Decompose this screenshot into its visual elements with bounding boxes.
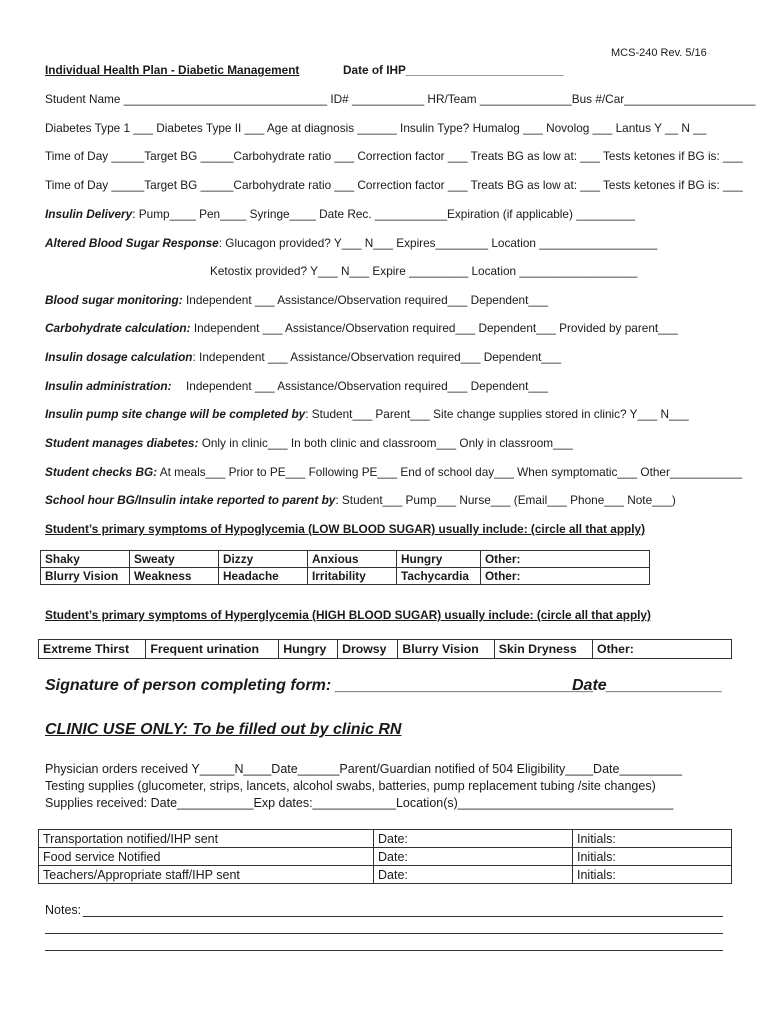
- altered-bs-label: Altered Blood Sugar Response: [45, 236, 219, 250]
- form-title: Individual Health Plan - Diabetic Management: [45, 63, 300, 77]
- clinic-item-label: Transportation notified/IHP sent: [39, 830, 374, 848]
- student-line[interactable]: Student Name _______________________________ ID# ___________ HR/Team ______________Bus #/Car____________________: [45, 92, 756, 106]
- notes-label: Notes:: [45, 903, 82, 917]
- hyperglycemia-heading: Student’s primary symptoms of Hyperglycemia (HIGH BLOOD SUGAR) usually include: (circle all that apply): [45, 608, 651, 622]
- diabetes-type-line[interactable]: Diabetes Type 1 ___ Diabetes Type II ___ Age at diagnosis ______ Insulin Type? Humalog ___ Novolog ___ Lantus Y __ N __: [45, 121, 707, 135]
- clinic-initials-cell[interactable]: Initials:: [573, 866, 732, 884]
- manages-options[interactable]: Only in clinic___ In both clinic and classroom___ Only in classroom___: [201, 436, 573, 450]
- time-of-day-line-2[interactable]: Time of Day _____Target BG _____Carbohydrate ratio ___ Correction factor ___ Treats BG as low at: ___ Tests ketones if BG is: ___: [45, 178, 743, 192]
- notes-line-1[interactable]: [83, 916, 723, 917]
- pump-site-options[interactable]: : Student___ Parent___ Site change supplies stored in clinic? Y___ N___: [305, 407, 689, 421]
- symptom-cell[interactable]: Other:: [593, 640, 732, 659]
- form-id: MCS-240 Rev. 5/16: [611, 47, 707, 59]
- bs-monitoring-label: Blood sugar monitoring:: [45, 293, 183, 307]
- manages-label: Student manages diabetes:: [45, 436, 199, 450]
- dosage-calc-label: Insulin dosage calculation: [45, 350, 193, 364]
- manages-line[interactable]: [45, 436, 573, 450]
- symptom-cell[interactable]: Blurry Vision: [398, 640, 494, 659]
- bs-monitoring-line[interactable]: [45, 293, 549, 307]
- altered-bs-line[interactable]: [45, 236, 657, 250]
- symptom-cell[interactable]: Hungry: [397, 551, 481, 568]
- insulin-delivery-line[interactable]: [45, 207, 635, 221]
- clinic-initials-cell[interactable]: Initials:: [573, 848, 732, 866]
- hypoglycemia-heading: Student’s primary symptoms of Hypoglycemia (LOW BLOOD SUGAR) usually include: (circle all that apply): [45, 522, 645, 536]
- symptom-cell[interactable]: Tachycardia: [397, 568, 481, 585]
- table-row: [39, 866, 732, 884]
- symptom-cell[interactable]: Headache: [219, 568, 308, 585]
- altered-bs-options[interactable]: : Glucagon provided? Y___ N___ Expires________ Location __________________: [218, 236, 658, 250]
- reported-options[interactable]: : Student___ Pump___ Nurse___ (Email___ Phone___ Note___): [335, 493, 676, 507]
- symptom-cell[interactable]: Skin Dryness: [494, 640, 592, 659]
- signature-field[interactable]: Signature of person completing form: _____________________________: [45, 677, 594, 694]
- clinic-initials-cell[interactable]: Initials:: [573, 830, 732, 848]
- symptom-cell[interactable]: Irritability: [308, 568, 397, 585]
- notes-line-2[interactable]: [45, 933, 723, 934]
- hyperglycemia-table: [38, 639, 732, 659]
- hypoglycemia-table: [40, 550, 650, 585]
- checks-bg-label: Student checks BG:: [45, 465, 158, 479]
- clinic-notification-table: [38, 829, 732, 884]
- reported-label: School hour BG/Insulin intake reported to parent by: [45, 493, 336, 507]
- symptom-cell[interactable]: Extreme Thirst: [39, 640, 146, 659]
- table-row: [41, 568, 650, 585]
- symptom-cell[interactable]: Shaky: [41, 551, 130, 568]
- symptom-cell[interactable]: Other:: [481, 551, 650, 568]
- testing-supplies-line: Testing supplies (glucometer, strips, lancets, alcohol swabs, batteries, pump replacement tubing /site changes): [45, 779, 656, 793]
- symptom-cell[interactable]: Anxious: [308, 551, 397, 568]
- table-row: [39, 640, 732, 659]
- notes-line-3[interactable]: [45, 950, 723, 951]
- symptom-cell[interactable]: Dizzy: [219, 551, 308, 568]
- symptom-cell[interactable]: Drowsy: [338, 640, 398, 659]
- clinic-heading: CLINIC USE ONLY: To be filled out by clinic RN: [45, 721, 402, 738]
- symptom-cell[interactable]: Blurry Vision: [41, 568, 130, 585]
- time-of-day-line-1[interactable]: Time of Day _____Target BG _____Carbohydrate ratio ___ Correction factor ___ Treats BG as low at: ___ Tests ketones if BG is: ___: [45, 149, 743, 163]
- clinic-date-cell[interactable]: Date:: [374, 848, 573, 866]
- table-row: [41, 551, 650, 568]
- pump-site-label: Insulin pump site change will be completed by: [45, 407, 306, 421]
- ketostix-line[interactable]: Ketostix provided? Y___ N___ Expire _________ Location __________________: [210, 264, 638, 278]
- carb-calc-options[interactable]: Independent ___ Assistance/Observation required___ Dependent___ Provided by parent___: [193, 321, 678, 335]
- insulin-admin-options[interactable]: Independent ___ Assistance/Observation required___ Dependent___: [186, 379, 549, 393]
- insulin-admin-label: Insulin administration:: [45, 379, 172, 393]
- insulin-delivery-options[interactable]: : Pump____ Pen____ Syringe____ Date Rec. ___________Expiration (if applicable) _________: [132, 207, 636, 221]
- carb-calc-label: Carbohydrate calculation:: [45, 321, 191, 335]
- symptom-cell[interactable]: Sweaty: [130, 551, 219, 568]
- dosage-calc-options[interactable]: : Independent ___ Assistance/Observation required___ Dependent___: [192, 350, 562, 364]
- symptom-cell[interactable]: Frequent urination: [146, 640, 279, 659]
- insulin-admin-line[interactable]: [45, 379, 549, 393]
- table-row: [39, 848, 732, 866]
- supplies-received-line[interactable]: Supplies received: Date___________Exp dates:____________Location(s)_______________________________: [45, 796, 674, 810]
- pump-site-line[interactable]: [45, 407, 689, 421]
- date-of-ihp-field[interactable]: Date of IHP________________________: [343, 63, 564, 77]
- clinic-date-cell[interactable]: Date:: [374, 830, 573, 848]
- clinic-item-label: Teachers/Appropriate staff/IHP sent: [39, 866, 374, 884]
- symptom-cell[interactable]: Other:: [481, 568, 650, 585]
- insulin-delivery-label: Insulin Delivery: [45, 207, 133, 221]
- bs-monitoring-options[interactable]: Independent ___ Assistance/Observation required___ Dependent___: [186, 293, 549, 307]
- signature-date-field[interactable]: Date_____________: [572, 677, 723, 694]
- symptom-cell[interactable]: Weakness: [130, 568, 219, 585]
- table-row: [39, 830, 732, 848]
- checks-bg-line[interactable]: [45, 465, 742, 479]
- symptom-cell[interactable]: Hungry: [279, 640, 338, 659]
- clinic-date-cell[interactable]: Date:: [374, 866, 573, 884]
- checks-bg-options[interactable]: At meals___ Prior to PE___ Following PE___ End of school day___ When symptomatic___ Other___________: [159, 465, 743, 479]
- clinic-item-label: Food service Notified: [39, 848, 374, 866]
- carb-calc-line[interactable]: [45, 321, 678, 335]
- reported-line[interactable]: [45, 493, 676, 507]
- dosage-calc-line[interactable]: [45, 350, 561, 364]
- physician-orders-line[interactable]: Physician orders received Y_____N____Date______Parent/Guardian notified of 504 Eligibility____Date_________: [45, 762, 683, 776]
